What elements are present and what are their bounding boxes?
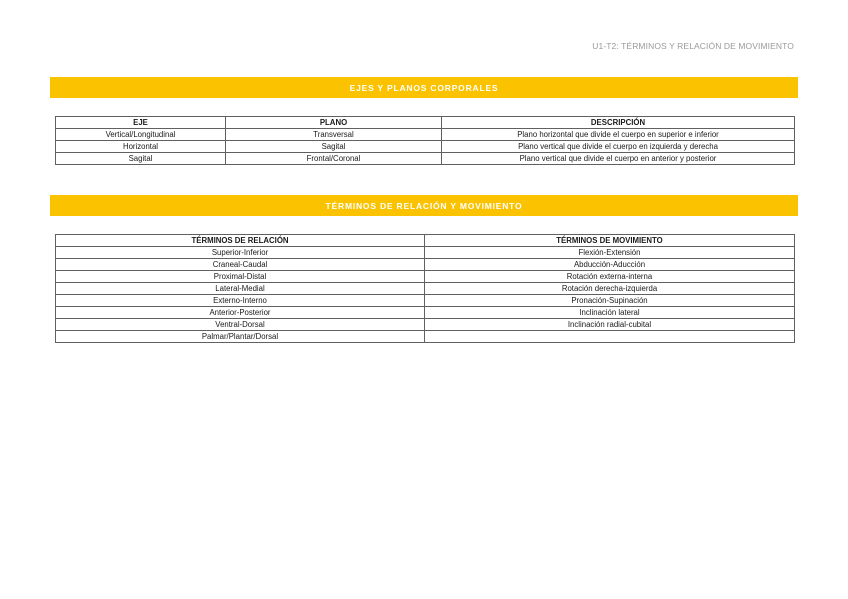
cell-descripcion: Plano vertical que divide el cuerpo en izquierda y derecha <box>442 141 795 153</box>
cell-movimiento: Rotación derecha-izquierda <box>425 283 795 295</box>
table-row <box>56 259 795 271</box>
cell-movimiento: Inclinación radial-cubital <box>425 319 795 331</box>
cell-plano: Transversal <box>226 129 442 141</box>
terminos-table <box>55 234 795 343</box>
cell-movimiento: Pronación-Supinación <box>425 295 795 307</box>
table-row <box>56 153 795 165</box>
cell-relacion: Lateral-Medial <box>56 283 425 295</box>
table-row <box>56 271 795 283</box>
section-banner-terminos: TÉRMINOS DE RELACIÓN Y MOVIMIENTO <box>50 195 798 216</box>
table-row <box>56 247 795 259</box>
table-row <box>56 331 795 343</box>
column-header-eje: EJE <box>56 117 226 129</box>
cell-relacion: Superior-Inferior <box>56 247 425 259</box>
table-header-row <box>56 235 795 247</box>
cell-movimiento: Inclinación lateral <box>425 307 795 319</box>
table-row <box>56 319 795 331</box>
cell-relacion: Palmar/Plantar/Dorsal <box>56 331 425 343</box>
cell-descripcion: Plano horizontal que divide el cuerpo en superior e inferior <box>442 129 795 141</box>
column-header-relacion: TÉRMINOS DE RELACIÓN <box>56 235 425 247</box>
ejes-planos-table <box>55 116 795 165</box>
table-row <box>56 141 795 153</box>
cell-plano: Frontal/Coronal <box>226 153 442 165</box>
column-header-movimiento: TÉRMINOS DE MOVIMIENTO <box>425 235 795 247</box>
cell-relacion: Anterior-Posterior <box>56 307 425 319</box>
cell-relacion: Proximal-Distal <box>56 271 425 283</box>
cell-eje: Horizontal <box>56 141 226 153</box>
cell-eje: Sagital <box>56 153 226 165</box>
cell-movimiento-empty <box>425 331 795 343</box>
cell-relacion: Craneal-Caudal <box>56 259 425 271</box>
table-row <box>56 283 795 295</box>
table-row <box>56 295 795 307</box>
section-banner-ejes-planos: EJES Y PLANOS CORPORALES <box>50 77 798 98</box>
table-header-row <box>56 117 795 129</box>
table-row <box>56 307 795 319</box>
table-row <box>56 129 795 141</box>
cell-eje: Vertical/Longitudinal <box>56 129 226 141</box>
cell-relacion: Ventral-Dorsal <box>56 319 425 331</box>
cell-movimiento: Flexión-Extensión <box>425 247 795 259</box>
page-header-title: U1-T2: TÉRMINOS Y RELACIÓN DE MOVIMIENTO <box>592 41 794 51</box>
column-header-descripcion: DESCRIPCIÓN <box>442 117 795 129</box>
cell-plano: Sagital <box>226 141 442 153</box>
column-header-plano: PLANO <box>226 117 442 129</box>
cell-movimiento: Rotación externa-interna <box>425 271 795 283</box>
cell-relacion: Externo-Interno <box>56 295 425 307</box>
cell-descripcion: Plano vertical que divide el cuerpo en anterior y posterior <box>442 153 795 165</box>
cell-movimiento: Abducción-Aducción <box>425 259 795 271</box>
